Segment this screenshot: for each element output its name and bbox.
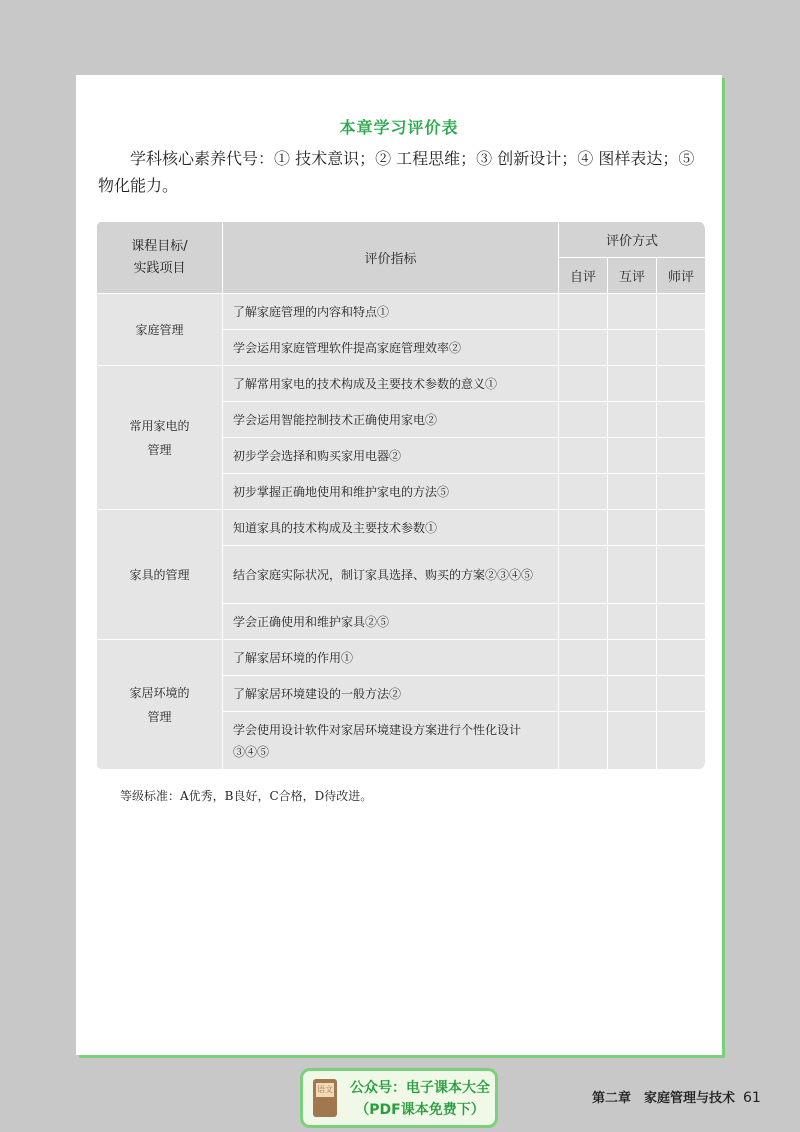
- goal-label: 家庭管理: [135, 322, 184, 337]
- teacher-eval-cell[interactable]: [657, 640, 706, 676]
- peer-eval-cell[interactable]: [608, 294, 657, 330]
- page-number: 61: [743, 1090, 761, 1106]
- self-eval-cell[interactable]: [559, 474, 608, 510]
- teacher-eval-cell[interactable]: [657, 604, 706, 640]
- peer-eval-cell[interactable]: [608, 712, 657, 770]
- peer-eval-cell[interactable]: [608, 510, 657, 546]
- indicator-cell: 了解家居环境建设的一般方法②: [223, 676, 559, 712]
- page: [76, 75, 722, 1055]
- book-icon: [313, 1079, 337, 1117]
- teacher-eval-cell[interactable]: [657, 366, 706, 402]
- book-icon-label: 语文: [316, 1083, 334, 1097]
- self-eval-cell[interactable]: [559, 546, 608, 604]
- goal-label: 家具的管理: [129, 567, 190, 582]
- teacher-eval-cell[interactable]: [657, 474, 706, 510]
- indicator-cell: 知道家具的技术构成及主要技术参数①: [223, 510, 559, 546]
- indicator-cell: 学会正确使用和维护家具②⑤: [223, 604, 559, 640]
- teacher-eval-cell[interactable]: [657, 510, 706, 546]
- teacher-eval-cell[interactable]: [657, 712, 706, 770]
- peer-eval-cell[interactable]: [608, 640, 657, 676]
- self-eval-cell[interactable]: [559, 438, 608, 474]
- self-eval-cell[interactable]: [559, 604, 608, 640]
- header-peer: 互评: [608, 258, 657, 294]
- table-row: [97, 294, 706, 330]
- goal-cell: [97, 640, 223, 770]
- intro-paragraph: 学科核心素养代号：① 技术意识；② 工程思维；③ 创新设计；④ 图样表达；⑤ 物化能力。: [98, 149, 695, 195]
- peer-eval-cell[interactable]: [608, 330, 657, 366]
- indicator-cell: 结合家庭实际状况，制订家具选择、购买的方案②③④⑤: [223, 546, 559, 604]
- evaluation-table-wrapper: [96, 221, 705, 770]
- self-eval-cell[interactable]: [559, 676, 608, 712]
- watermark-badge[interactable]: [300, 1068, 498, 1128]
- header-indicator: 评价指标: [223, 222, 559, 294]
- chapter-label: 第二章 家庭管理与技术: [592, 1091, 736, 1106]
- peer-eval-cell[interactable]: [608, 604, 657, 640]
- evaluation-table: [96, 221, 705, 770]
- indicator-cell: 学会运用智能控制技术正确使用家电②: [223, 402, 559, 438]
- table-row: [97, 366, 706, 402]
- teacher-eval-cell[interactable]: [657, 676, 706, 712]
- page-footer: [592, 1087, 761, 1106]
- header-self: 自评: [559, 258, 608, 294]
- teacher-eval-cell[interactable]: [657, 330, 706, 366]
- teacher-eval-cell[interactable]: [657, 294, 706, 330]
- peer-eval-cell[interactable]: [608, 366, 657, 402]
- self-eval-cell[interactable]: [559, 640, 608, 676]
- self-eval-cell[interactable]: [559, 366, 608, 402]
- table-row: [97, 510, 706, 546]
- self-eval-cell[interactable]: [559, 294, 608, 330]
- header-teacher: 师评: [657, 258, 706, 294]
- peer-eval-cell[interactable]: [608, 438, 657, 474]
- goal-label: 常用家电的: [129, 418, 190, 433]
- teacher-eval-cell[interactable]: [657, 402, 706, 438]
- indicator-cell: 了解家庭管理的内容和特点①: [223, 294, 559, 330]
- goal-cell: [97, 366, 223, 510]
- indicator-cell: 初步掌握正确地使用和维护家电的方法⑤: [223, 474, 559, 510]
- indicator-cell: 了解家居环境的作用①: [223, 640, 559, 676]
- goal-cell: [97, 294, 223, 366]
- goal-cell: [97, 510, 223, 640]
- peer-eval-cell[interactable]: [608, 676, 657, 712]
- header-goal-line2: 实践项目: [133, 260, 186, 276]
- self-eval-cell[interactable]: [559, 510, 608, 546]
- header-method: 评价方式: [559, 222, 706, 258]
- goal-label: 家居环境的: [129, 685, 190, 700]
- self-eval-cell[interactable]: [559, 402, 608, 438]
- self-eval-cell[interactable]: [559, 712, 608, 770]
- self-eval-cell[interactable]: [559, 330, 608, 366]
- goal-label-line2: 管理: [147, 442, 172, 457]
- indicator-cell: 了解常用家电的技术构成及主要技术参数的意义①: [223, 366, 559, 402]
- table-row: [97, 640, 706, 676]
- grade-standard-note: 等级标准：A优秀，B良好，C合格，D待改进。: [120, 789, 373, 803]
- header-goal-line1: 课程目标/: [131, 238, 188, 254]
- goal-label-line2: 管理: [147, 709, 172, 724]
- page-title: 本章学习评价表: [339, 118, 459, 137]
- peer-eval-cell[interactable]: [608, 546, 657, 604]
- teacher-eval-cell[interactable]: [657, 546, 706, 604]
- watermark-line2: （PDF课本免费下）: [355, 1102, 485, 1118]
- header-goal: [97, 222, 223, 294]
- watermark-line1: 公众号：电子课本大全: [350, 1080, 490, 1096]
- indicator-cell: 学会运用家庭管理软件提高家庭管理效率②: [223, 330, 559, 366]
- indicator-cell: 学会使用设计软件对家居环境建设方案进行个性化设计③④⑤: [223, 712, 559, 770]
- teacher-eval-cell[interactable]: [657, 438, 706, 474]
- peer-eval-cell[interactable]: [608, 402, 657, 438]
- peer-eval-cell[interactable]: [608, 474, 657, 510]
- indicator-cell: 初步学会选择和购买家用电器②: [223, 438, 559, 474]
